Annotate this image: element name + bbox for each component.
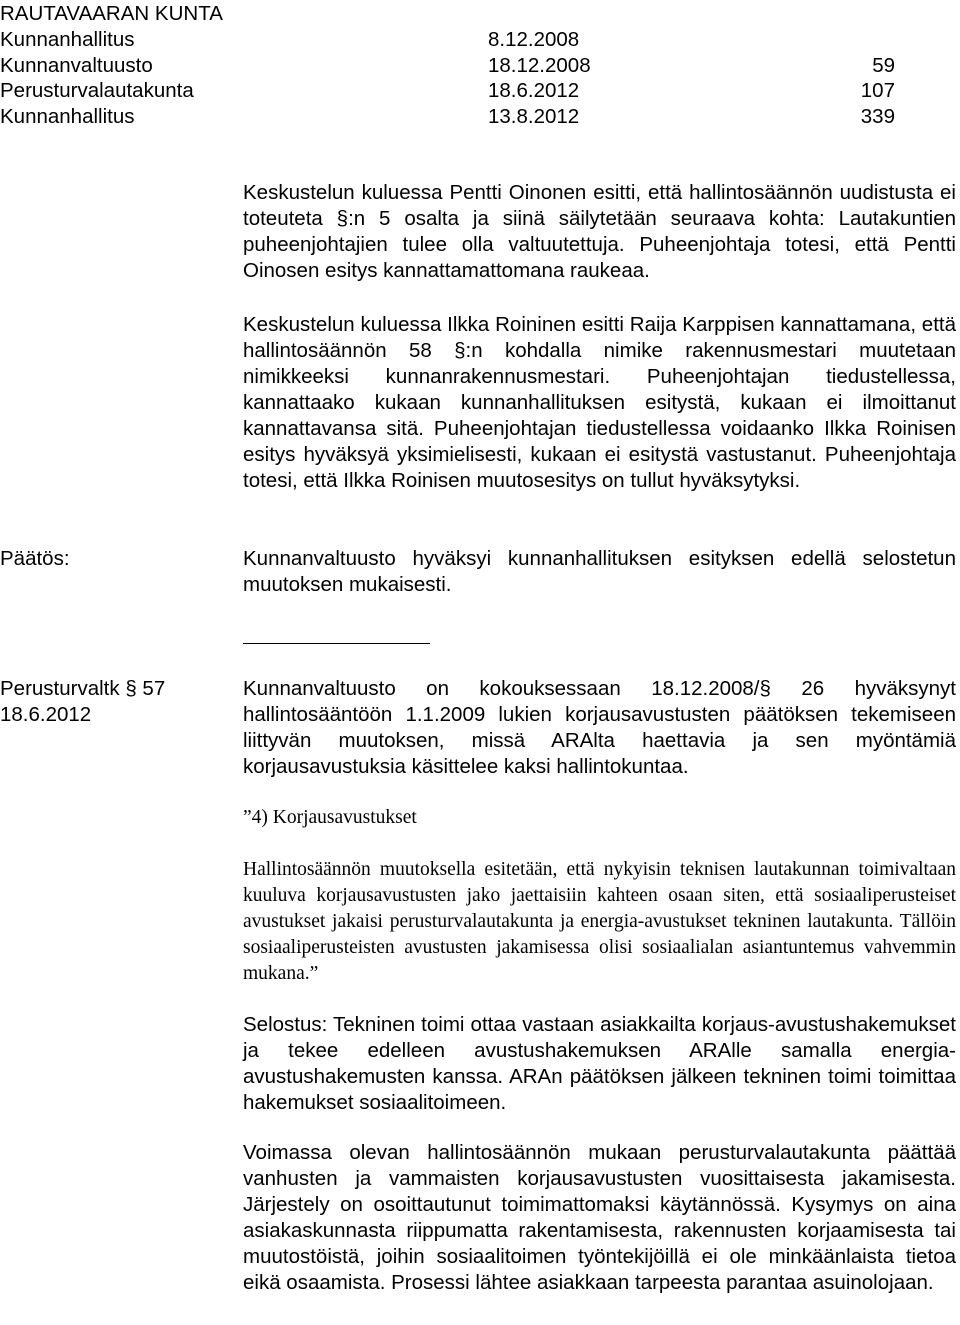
discussion-paragraph-roininen: Keskustelun kuluessa Ilkka Roininen esitti Raija Karppisen kannattamana, että hallintosäännön 58 §:n kohdalla nimike rakennusmestari muutetaan nimikkeeksi kunnanrakennusmestari. Puheenjohtajan tiedustellessa, kannattaako kukaan kunnanhallituksen esitystä, kukaan ei ilmoittanut kannattavansa sitä. Puheenjohtajan tiedustellessa voidaanko Ilkka Roinisen esitys hyväksyä yksimielisesti, kukaan ei esitystä vastustanut. Puheenjohtaja totesi, että Ilkka Roinisen muutosesitys on tullut hyväksytyksi. bbox=[243, 313, 956, 492]
header-date: 18.12.2008 bbox=[488, 54, 591, 77]
header-number: 59 bbox=[872, 54, 895, 77]
quote-paragraph: Hallintosäännön muutoksella esitetään, että nykyisin teknisen lautakunnan toimivaltaan kuuluva korjausavustusten jako jaettaisiin kahteen osaan siten, että sosiaaliperusteiset avustukset jakaisi perusturvalautakunta ja energia-avustukset tekninen lautakunta. Tällöin sosiaaliperusteisten avustusten jakamisessa olisi sosiaalialan asiantuntemus vahvemmin mukana.” bbox=[243, 859, 956, 984]
quote-heading: ”4) Korjausavustukset bbox=[243, 807, 417, 828]
decision-text: Kunnanvaltuusto hyväksyi kunnanhallituksen esityksen edellä selostetun muutoksen mukaisesti. bbox=[243, 547, 956, 596]
header-date: 18.6.2012 bbox=[488, 79, 580, 102]
header-row bbox=[0, 104, 895, 130]
intro-paragraph: Kunnanvaltuusto on kokouksessaan 18.12.2008/§ 26 hyväksynyt hallintosääntöön 1.1.2009 lukien korjausavustusten päätöksen tekemiseen liittyvän muutoksen, missä ARAlta haettavia ja sen myöntämiä korjausavustuksia käsittelee kaksi hallintokuntaa. bbox=[243, 677, 956, 778]
discussion-paragraph-oinonen: Keskustelun kuluessa Pentti Oinonen esitti, että hallintosäännön uudistusta ei toteuteta §:n 5 osalta ja siinä säilytetään seuraava kohta: Lautakuntien puheenjohtajien tulee olla valtuutettuja. Puheenjohtaja totesi, että Pentti Oinosen esitys kannattamattomana raukeaa. bbox=[243, 181, 956, 282]
header-row bbox=[0, 27, 895, 53]
header-body: Kunnanvaltuusto bbox=[0, 54, 153, 77]
header-number: 339 bbox=[860, 105, 895, 128]
separator-line bbox=[243, 643, 430, 644]
section-date: 18.6.2012 bbox=[0, 703, 92, 726]
voimassa-paragraph: Voimassa olevan hallintosäännön mukaan perusturvalautakunta päättää vanhusten ja vammaisten korjausavustusten vuosittaisesta jakamisesta. Järjestely on osoittautunut toimimattomaksi käytännössä. Kysymys on aina asiakaskunnasta riippumatta rakentamisesta, rakennusten korjaamisesta tai muutostöistä, joihin sosiaalitoimen työntekijöillä ei ole minkäänlaista tietoa eikä osaamista. Prosessi lähtee asiakkaan tarpeesta parantaa asuinolojaan. bbox=[243, 1141, 956, 1294]
header-body: Kunnanhallitus bbox=[0, 105, 135, 128]
section-reference: Perusturvaltk § 57 bbox=[0, 677, 166, 700]
header-date: 8.12.2008 bbox=[488, 28, 580, 51]
header-row bbox=[0, 78, 895, 104]
header-body: Perusturvalautakunta bbox=[0, 79, 194, 102]
header-date: 13.8.2012 bbox=[488, 105, 580, 128]
header-number: 107 bbox=[860, 79, 895, 102]
organization-name: RAUTAVAARAN KUNTA bbox=[0, 2, 223, 25]
selostus-paragraph: Selostus: Tekninen toimi ottaa vastaan asiakkailta korjaus-avustushakemukset ja tekee edelleen avustushakemuksen ARAlle samalla energia-avustushakemusten kanssa. ARAn päätöksen jälkeen tekninen toimi toimittaa hakemukset sosiaalitoimeen. bbox=[243, 1013, 956, 1114]
header-body: Kunnanhallitus bbox=[0, 28, 135, 51]
header-row bbox=[0, 53, 895, 79]
decision-label: Päätös: bbox=[0, 547, 70, 570]
